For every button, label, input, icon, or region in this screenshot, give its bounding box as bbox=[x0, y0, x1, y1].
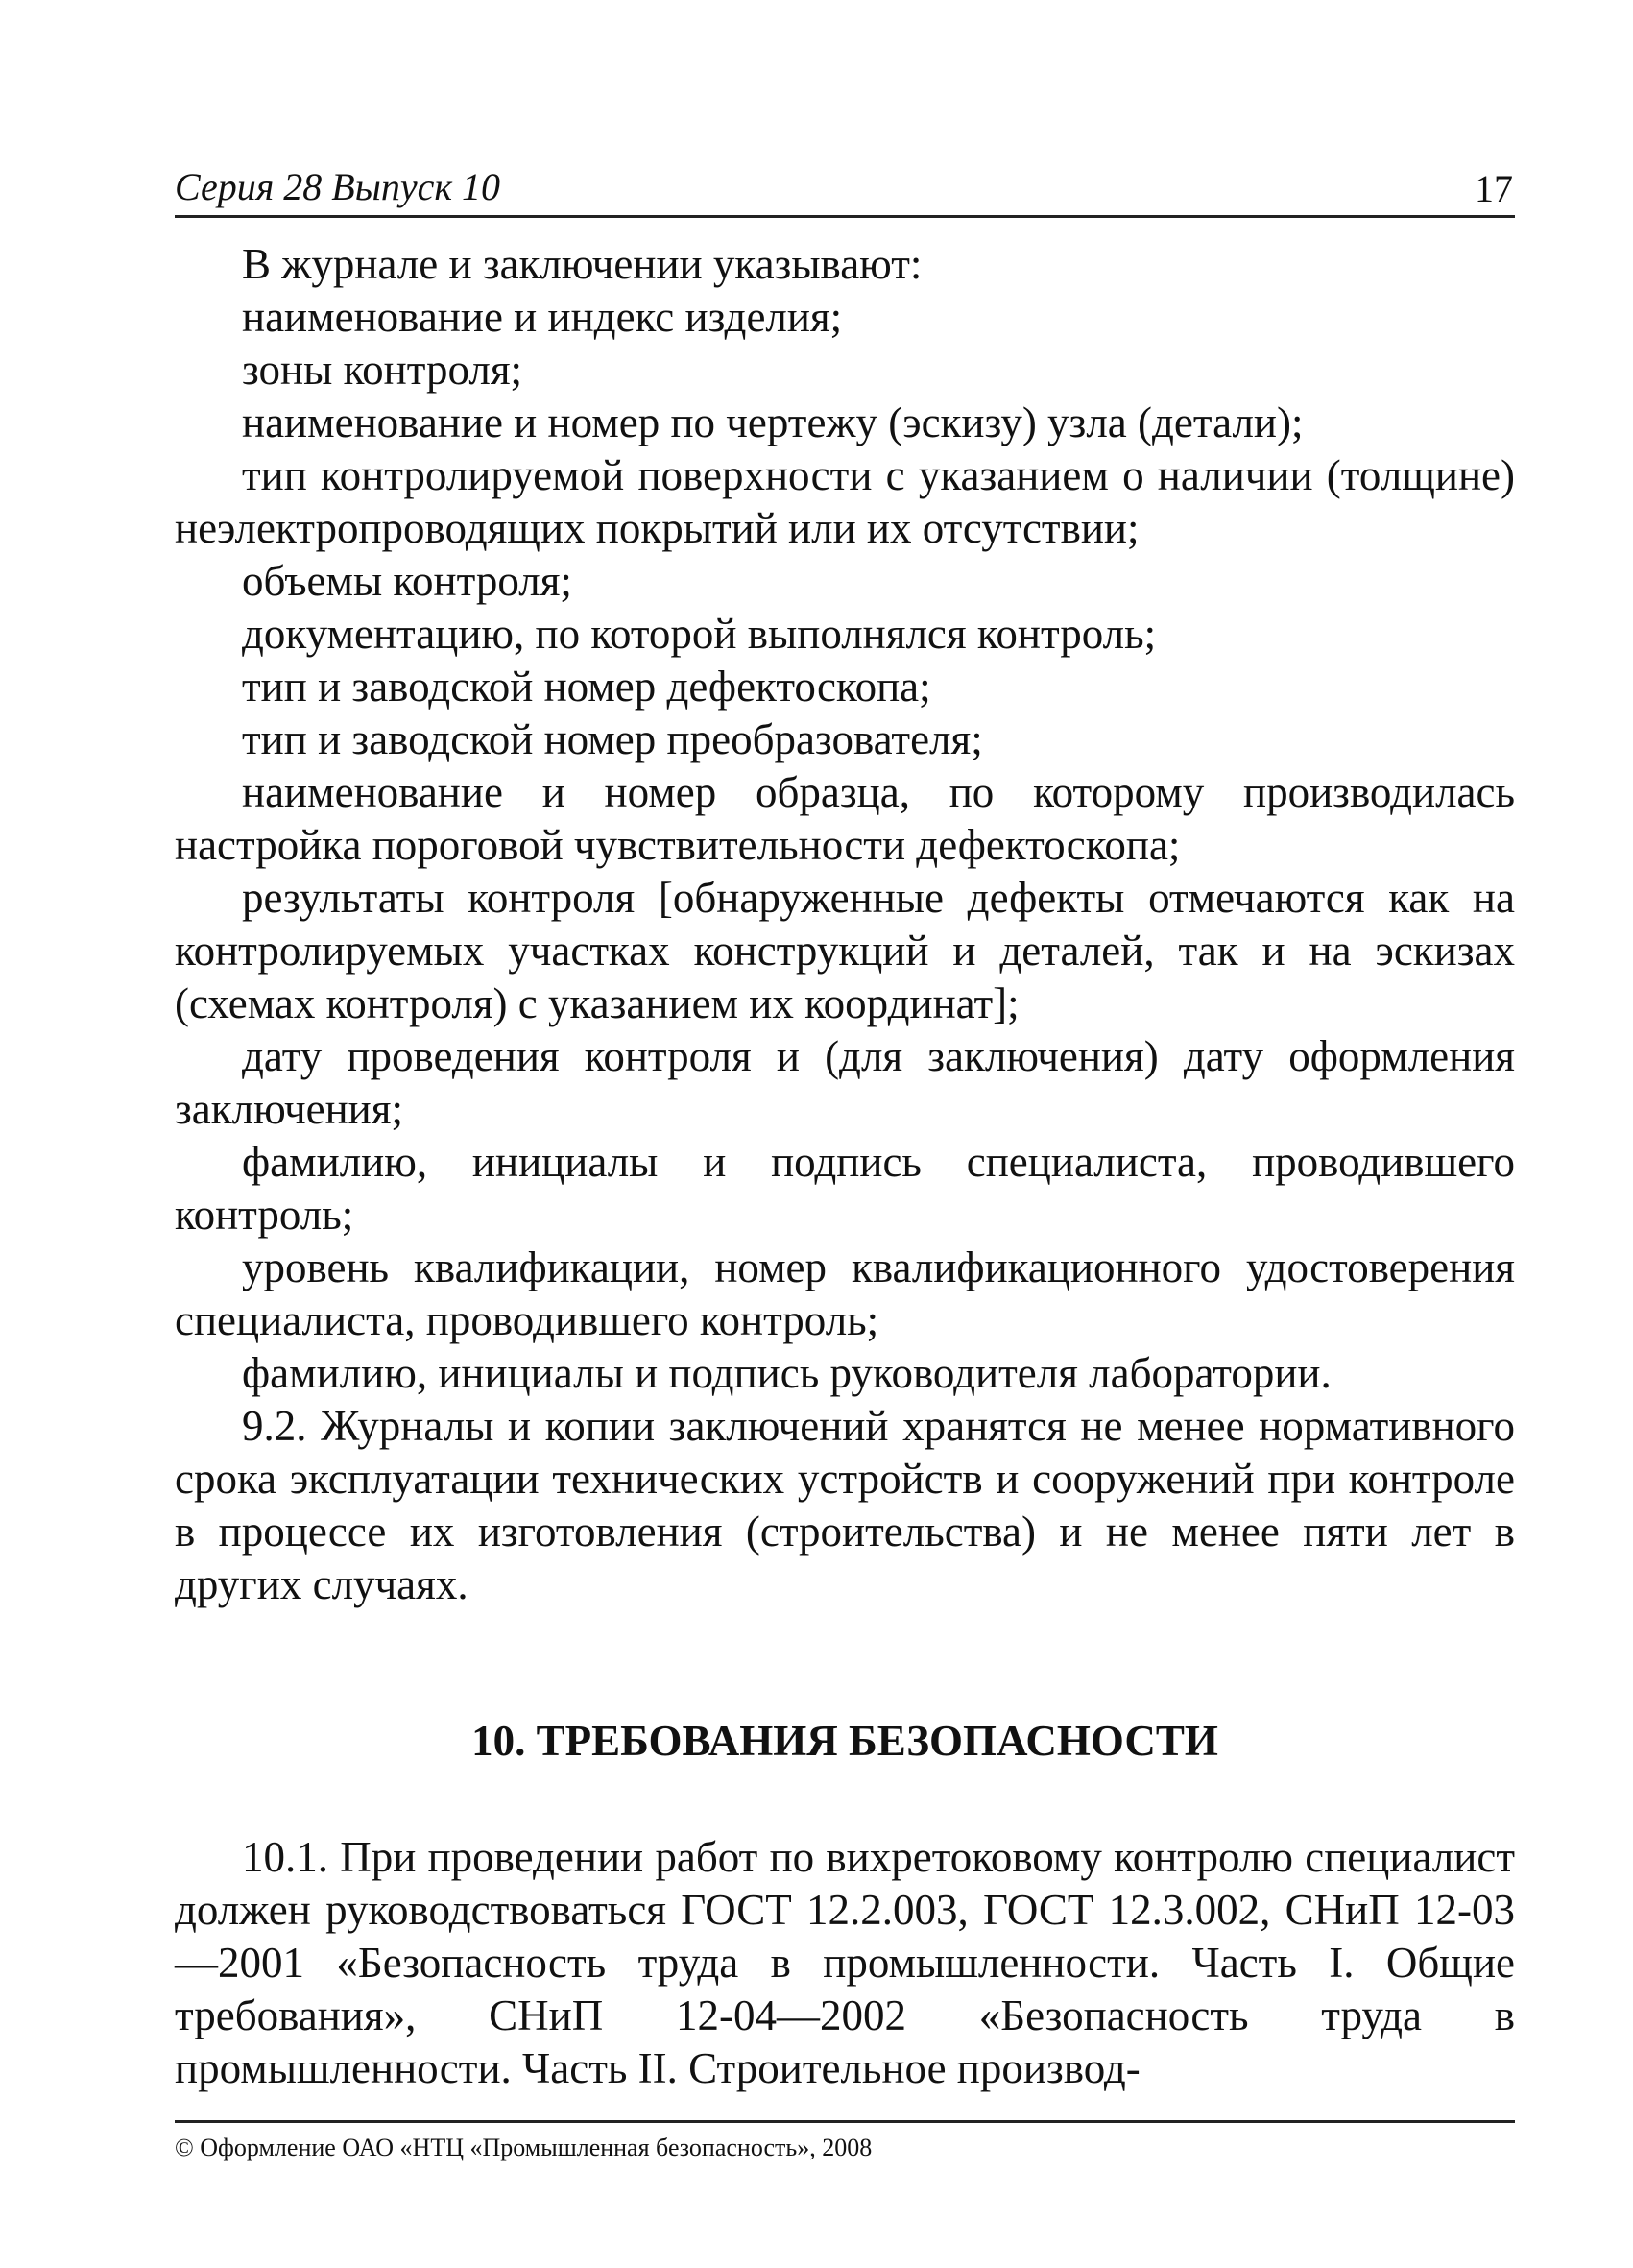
page-number: 17 bbox=[1475, 167, 1513, 210]
list-item: наименование и номер образца, по которому производилась настройка пороговой чувствительности дефектоскопа; bbox=[175, 768, 1515, 869]
list-item: результаты контроля [обнаруженные дефекты отмечаются как на контролируемых участках конструкций и деталей, так и на эскизах (схемах контроля) с указанием их координат]; bbox=[175, 874, 1515, 1027]
list-item: уровень квалификации, номер квалификационного удостоверения специалиста, проводившего контроль; bbox=[175, 1243, 1515, 1344]
section-paragraph: 10.1. При проведении работ по вихретоковому контролю специалист должен руководствоваться ГОСТ 12.2.003, ГОСТ 12.3.002, СНиП 12-03—2001 «Безопасность труда в промышленности. Часть I. Общие требования», СНиП 12-04—2002 «Безопасность труда в промышленности. Часть II. Строительное производ- bbox=[175, 1833, 1515, 2092]
body-paragraph: В журнале и заключении указывают: bbox=[242, 240, 923, 288]
section-heading: 10. ТРЕБОВАНИЯ БЕЗОПАСНОСТИ bbox=[471, 1717, 1218, 1765]
list-item: фамилию, инициалы и подпись руководителя лаборатории. bbox=[242, 1349, 1332, 1397]
list-item: объемы контроля; bbox=[242, 557, 572, 605]
list-item: дату проведения контроля и (для заключения) дату оформления заключения; bbox=[175, 1032, 1515, 1133]
series-title: Серия 28 Выпуск 10 bbox=[175, 165, 501, 208]
list-item: наименование и индекс изделия; bbox=[242, 293, 843, 341]
list-item: фамилию, инициалы и подпись специалиста, проводившего контроль; bbox=[175, 1138, 1515, 1239]
body-paragraph: 9.2. Журналы и копии заключений хранятся не менее нормативного срока эксплуатации технических устройств и сооружений при контроле в процессе их изготовления (строительства) и не менее пяти лет в других случаях. bbox=[175, 1402, 1515, 1608]
list-item: наименование и номер по чертежу (эскизу) узла (детали); bbox=[242, 398, 1304, 446]
list-item: тип и заводской номер дефектоскопа; bbox=[242, 663, 931, 711]
list-item: тип контролируемой поверхности с указанием о наличии (толщине) неэлектропроводящих покрытий или их отсутствии; bbox=[175, 451, 1515, 552]
running-header bbox=[175, 163, 1515, 218]
footer-copyright: © Оформление ОАО «НТЦ «Промышленная безопасность», 2008 bbox=[175, 2120, 1515, 2163]
list-item: зоны контроля; bbox=[242, 346, 523, 394]
list-item: документацию, по которой выполнялся контроль; bbox=[242, 610, 1157, 658]
page-body bbox=[175, 238, 1515, 2095]
list-item: тип и заводской номер преобразователя; bbox=[242, 715, 983, 763]
